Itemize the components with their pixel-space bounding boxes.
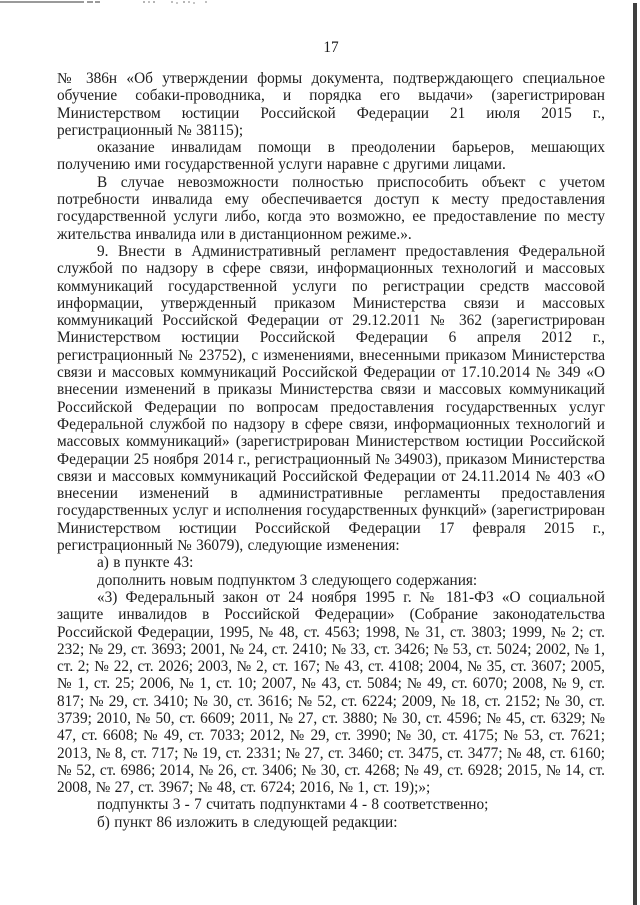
paragraph: «3) Федеральный закон от 24 ноября 1995 г. № 181-ФЗ «О социальной защите инвалидов в Российской Федерации» (Собрание законодательства Российской Федерации, 1995, № 48, ст. 4563; 1998, № 31, ст. 3803; 1999, № 2; ст. 232; № 29, ст. 3693; 2001, № 24, ст. 2410; № 33, ст. 3426; № 53, ст. 5024; 2002, № 1, ст. 2; № 22, ст. 2026; 2003, № 2, ст. 167; № 43, ст. 4108; 2004, № 35, ст. 3607; 2005, № 1, ст. 25; 2006, № 1, ст. 10; 2007, № 43, ст. 5084; № 49, ст. 6070; 2008, № 9, ст. 817; № 29, ст. 3410; № 30, ст. 3616; № 52, ст. 6224; 2009, № 18, ст. 2152; № 30, ст. 3739; 2010, № 50, ст. 6609; 2011, № 27, ст. 3880; № 30, ст. 4596; № 45, ст. 6329; № 47, ст. 6608; № 49, ст. 7033; 2012, № 29, ст. 3990; № 30, ст. 4175; № 53, ст. 7621; 2013, № 8, ст. 717; № 19, ст. 2331; № 27, ст. 3460; ст. 3475, ст. 3477; № 48, ст. 6160; № 52, ст. 6986; 2014, № 26, ст. 3406; № 30, ст. 4268; № 49, ст. 6928; 2015, № 14, ст. 2008, № 27, ст. 3967; № 48, ст. 6724; 2016, № 1, ст. 19);»;	[57, 588, 605, 797]
scan-artifact-right-bar	[633, 3, 637, 905]
paragraph: оказание инвалидам помощи в преодолении барьеров, мешающих получению ими государственной услуги наравне с другими лицами.	[57, 139, 605, 174]
paragraph: а) в пункте 43:	[97, 554, 194, 572]
paragraph: № 386н «Об утверждении формы документа, подтверждающего специальное обучение собаки-проводника, и порядка его выдачи» (зарегистрирован Министерством юстиции Российской Федерации 21 июля 2015 г., регистрационный № 38115);	[57, 70, 605, 139]
document-body	[57, 70, 605, 831]
page-number: 17	[323, 39, 339, 56]
document-text-block	[57, 39, 605, 831]
paragraph: 9. Внести в Административный регламент предоставления Федеральной службой по надзору в сфере связи, информационных технологий и массовых коммуникаций государственной услуги по регистрации средств массовой информации, утвержденный приказом Министерства связи и массовых коммуникаций Российской Федерации от 29.12.2011 № 362 (зарегистрирован Министерством юстиции Российской Федерации 6 апреля 2012 г., регистрационный № 23752), с изменениями, внесенными приказом Министерства связи и массовых коммуникаций Российской Федерации от 17.10.2014 № 349 «О внесении изменений в приказы Министерства связи и массовых коммуникаций Российской Федерации по вопросам предоставления государственных услуг Федеральной службой по надзору в сфере связи, информационных технологий и массовых коммуникаций» (зарегистрирован Министерством юстиции Российской Федерации 25 ноября 2014 г., регистрационный № 34903), приказом Министерства связи и массовых коммуникаций Российской Федерации от 24.11.2014 № 403 «О внесении изменений в административные регламенты предоставления государственных услуг и исполнения государственных функций» (зарегистрирован Министерством юстиции Российской Федерации 17 февраля 2015 г., регистрационный № 36079), следующие изменения:	[57, 242, 605, 555]
paragraph: подпункты 3 - 7 считать подпунктами 4 - 8 соответственно;	[97, 796, 489, 814]
scan-artifact-top-dash	[95, 1, 100, 3]
scan-artifact-top-line	[0, 1, 84, 3]
scan-artifact-dots	[143, 1, 145, 3]
paragraph: б) пункт 86 изложить в следующей редакции:	[97, 813, 398, 831]
scan-artifact-top-dash	[87, 1, 93, 3]
paragraph: В случае невозможности полностью приспособить объект с учетом потребности инвалида ему обеспечивается доступ к месту предоставления государственной услуги либо, когда это возможно, ее предоставление по месту жительства инвалида или в дистанционном режиме.».	[57, 173, 605, 243]
paragraph: дополнить новым подпунктом 3 следующего содержания:	[97, 571, 478, 589]
